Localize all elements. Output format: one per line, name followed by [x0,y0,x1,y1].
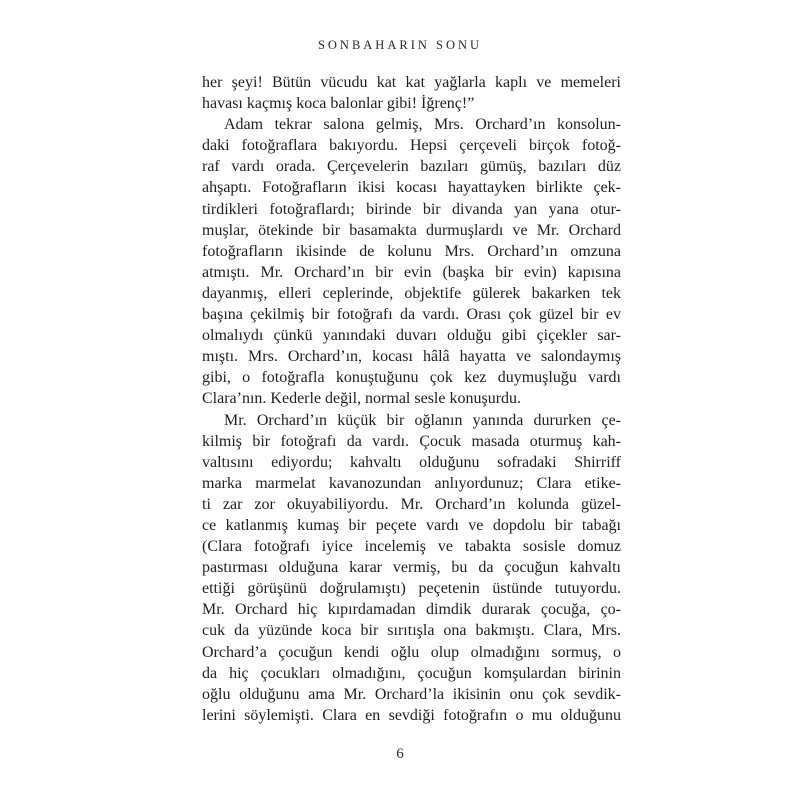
body-text [202,72,621,726]
text-line: Mr. Orchard hiç kıpırdamadan dimdik durarak çocuğa, ço- [202,601,621,619]
text-line: atmıştı. Mr. Orchard’ın bir evin (başka bir evin) kapısına [202,263,621,281]
text-line: olmalıydı çünkü yanındaki duvarı olduğu gibi çiçekler sar- [202,327,621,345]
text-line: raf vardı orada. Çerçevelerin bazıları gümüş, bazıları düz [202,158,621,176]
text-line: valtısını ediyordu; kahvaltı olduğunu sofradaki Shirriff [202,453,621,471]
text-line: cuk da yüzünde koca bir sırıtışla ona bakmıştı. Clara, Mrs. [202,622,621,640]
text-line: (Clara fotoğrafı iyice incelemiş ve tabakta sosisle domuz [202,538,621,556]
running-header: SONBAHARIN SONU [317,38,483,52]
text-line: oğlu olduğunu ama Mr. Orchard’la ikisinin onu çok sevdik- [202,685,621,703]
text-line: Mr. Orchard’ın küçük bir oğlanın yanında dururken çe- [224,411,621,429]
text-line: muşlar, ötekinde bir basamakta durmuşlardı ve Mr. Orchard [202,221,621,239]
text-line: da hiç çocukları olmadığını, çocuğun komşulardan birinin [202,664,621,682]
page-number: 6 [396,746,404,762]
text-line: gibi, o fotoğrafla konuştuğunu çok kez duymuşluğu vardı [202,369,621,387]
text-line: dayanmış, elleri ceplerinde, objektife gülerek bakarken tek [202,284,621,302]
text-line: marka marmelat kavanozundan anlıyordunuz; Clara etike- [202,474,621,492]
text-line: her şeyi! Bütün vücudu kat kat yağlarla kaplı ve memeleri [202,74,621,91]
text-line: Clara’nın. Kederle değil, normal sesle konuşurdu. [202,390,522,408]
text-line: ti zar zor okuyabiliyordu. Mr. Orchard’ın kolunda güzel- [202,495,621,513]
text-line: lerini söylemişti. Clara en sevdiği fotoğrafın o mu olduğunu [202,706,621,724]
text-line: ettiği görüşünü doğrulamıştı) peçetenin üstünde tutuyordu. [202,580,621,598]
text-line: Adam tekrar salona gelmiş, Mrs. Orchard’ın konsolun- [224,116,621,134]
text-line: daki fotoğraflara bakıyordu. Hepsi çerçeveli birçok fotoğ- [202,137,621,155]
text-line: pastırması olduğuna karar vermiş, bu da çocuğun kahvaltı [202,559,621,577]
text-line: mıştı. Mrs. Orchard’ın, kocası hâlâ hayatta ve salondaymış [202,348,621,366]
text-line: kilmiş bir fotoğrafı da vardı. Çocuk masada oturmuş kah- [202,432,621,450]
text-line: tirdikleri fotoğraflardı; birinde bir divanda yan yana otur- [202,200,621,218]
text-line: havası kaçmış koca balonlar gibi! İğrenç!” [202,95,475,113]
text-line: ce katlanmış kumaş bir peçete vardı ve dopdolu bir tabağı [202,516,621,534]
text-line: fotoğrafların ikisinde de kolunu Mrs. Orchard’ın omzuna [202,242,621,260]
text-line: ahşaptı. Fotoğrafların ikisi kocası hayattayken birlikte çek- [202,179,621,197]
text-line: başına çekilmiş bir fotoğrafı da vardı. Orası çok güzel bir ev [202,306,621,324]
text-line: Orchard’a çocuğun kendi oğlu olup olmadığını sormuş, o [202,643,621,661]
